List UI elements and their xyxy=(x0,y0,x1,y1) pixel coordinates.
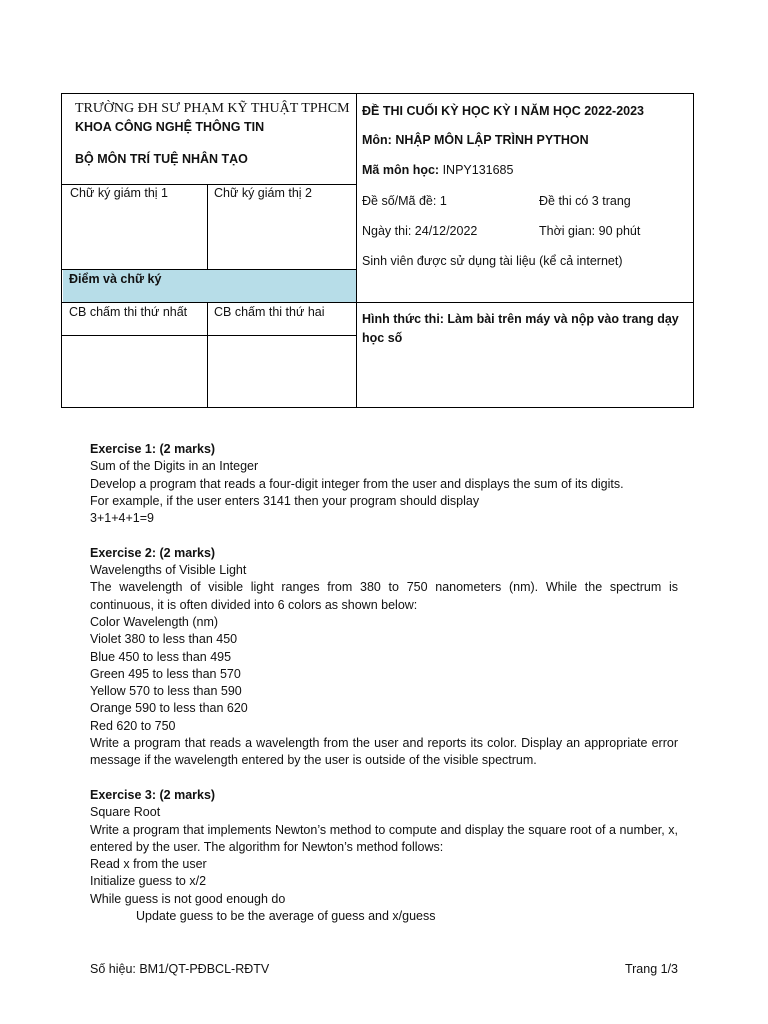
grader-1-label: CB chấm thi thứ nhất xyxy=(69,305,188,319)
left-inner-divider-top xyxy=(207,184,208,269)
university-name: TRƯỜNG ĐH SƯ PHẠM KỸ THUẬT TPHCM xyxy=(75,101,350,116)
exercise-1-text-1: Develop a program that reads a four-digit integer from the user and displays the sum of its digits. xyxy=(90,476,624,491)
left-line-4 xyxy=(62,335,356,336)
invigilator-1-label: Chữ ký giám thị 1 xyxy=(70,186,168,200)
page-count: Đề thi có 3 trang xyxy=(539,194,631,208)
header-divider-vertical xyxy=(356,94,357,408)
wavelength-row: Violet 380 to less than 450 xyxy=(90,632,238,647)
exam-format-line-1: Hình thức thi: Làm bài trên máy và nộp vào trang dạy xyxy=(362,312,679,326)
exam-date: Ngày thi: 24/12/2022 xyxy=(362,224,478,238)
document-code: Số hiệu: BM1/QT-PĐBCL-RĐTV xyxy=(90,962,270,976)
exam-header-table xyxy=(61,93,694,408)
exercise-1-example: 3+1+4+1=9 xyxy=(90,511,154,526)
page-number: Trang 1/3 xyxy=(624,962,678,976)
left-line-3 xyxy=(62,302,356,303)
left-inner-divider-bottom xyxy=(207,303,208,408)
exercise-1-title: Sum of the Digits in an Integer xyxy=(90,459,259,474)
invigilator-2-label: Chữ ký giám thị 2 xyxy=(214,186,312,200)
wavelength-row: Blue 450 to less than 495 xyxy=(90,649,232,664)
exam-format-line-2: học số xyxy=(362,331,403,345)
wavelength-row: Yellow 570 to less than 590 xyxy=(90,684,242,699)
left-line-1 xyxy=(62,184,356,185)
department-name: BỘ MÔN TRÍ TUỆ NHÂN TẠO xyxy=(75,152,248,166)
exam-duration: Thời gian: 90 phút xyxy=(539,224,641,238)
wavelength-row: Orange 590 to less than 620 xyxy=(90,701,248,716)
exercise-2-intro: The wavelength of visible light ranges from 380 to 750 nanometers (nm). While the spectrum is continuous, it is often divided into 6 colors as shown below: xyxy=(90,580,678,612)
course-code-label: Mã môn học: xyxy=(362,163,440,177)
exam-title: ĐỀ THI CUỐI KỲ HỌC KỲ I NĂM HỌC 2022-2023 xyxy=(362,104,645,118)
exercise-1-heading: Exercise 1: (2 marks) xyxy=(90,442,216,456)
exercise-3-heading: Exercise 3: (2 marks) xyxy=(90,787,216,802)
materials-note: Sinh viên được sử dụng tài liệu (kể cả internet) xyxy=(362,254,623,268)
wavelength-row: Green 495 to less than 570 xyxy=(90,666,241,681)
algorithm-step: Initialize guess to x/2 xyxy=(90,874,207,889)
exam-number: Đề số/Mã đề: 1 xyxy=(362,194,447,208)
algorithm-step: While guess is not good enough do xyxy=(90,891,286,906)
exercise-1-text-2: For example, if the user enters 3141 then your program should display xyxy=(90,493,480,508)
course-code xyxy=(362,163,513,177)
exercise-3-title: Square Root xyxy=(90,805,161,820)
exercise-3-intro: Write a program that implements Newton’s method to compute and display the square root of a number, x, entered by the user. The algorithm for Newton’s method follows: xyxy=(90,822,678,854)
course-code-value: INPY131685 xyxy=(439,163,514,177)
score-signature-label: Điểm và chữ ký xyxy=(69,272,162,286)
exercise-2-heading: Exercise 2: (2 marks) xyxy=(90,545,216,560)
right-line xyxy=(356,302,694,303)
subject: Môn: NHẬP MÔN LẬP TRÌNH PYTHON xyxy=(362,133,589,147)
grader-2-label: CB chấm thi thứ hai xyxy=(214,305,325,319)
algorithm-step-indented: Update guess to be the average of guess and x/guess xyxy=(136,909,436,924)
exercise-2-table-header: Color Wavelength (nm) xyxy=(90,614,219,629)
wavelength-row: Red 620 to 750 xyxy=(90,718,176,733)
left-line-2 xyxy=(62,269,356,270)
exercise-2-task: Write a program that reads a wavelength from the user and reports its color. Display an appropriate error message if the wavelength entered by the user is outside of the visible spectrum. xyxy=(90,736,678,768)
algorithm-step: Read x from the user xyxy=(90,857,207,872)
faculty-name: KHOA CÔNG NGHỆ THÔNG TIN xyxy=(75,120,265,134)
exercise-2-title: Wavelengths of Visible Light xyxy=(90,563,247,578)
exam-body xyxy=(90,441,678,925)
